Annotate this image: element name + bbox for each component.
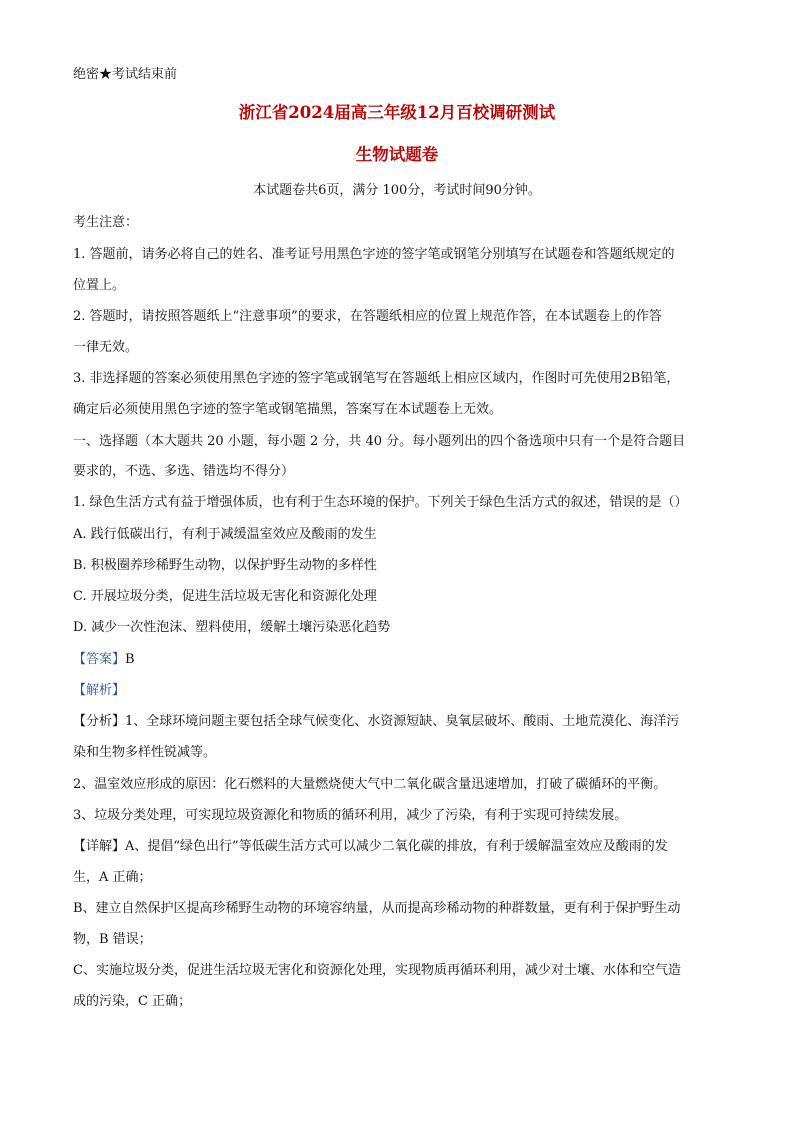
xiangjie-line: 生，A 正确； [73, 870, 152, 885]
answer-value: B [125, 652, 135, 667]
analysis-row [73, 682, 125, 700]
exam-info: 本试题卷共6页，满分 100分，考试时间90分钟。 [253, 183, 541, 198]
xiangjie-tag: 【详解】 [73, 839, 126, 854]
xiangjie-row [73, 838, 668, 856]
analysis-tag: 【解析】 [73, 683, 126, 698]
xiangjie-line: B、建立自然保护区提高珍稀野生动物的环境容纳量，从而提高珍稀动物的种群数量，更有利于保护野生动 [73, 901, 681, 916]
question-stem: 1. 绿色生活方式有益于增强体质，也有利于生态环境的保护。下列关于绿色生活方式的叙述，错误的是（） [73, 495, 688, 510]
notes-heading: 考生注意： [73, 215, 139, 230]
section-heading: 一、选择题（本大题共 20 小题，每小题 2 分，共 40 分。每小题列出的四个备选项中只有一个是符合题目 [73, 434, 686, 449]
note-line: 3. 非选择题的答案必须使用黑色字迹的签字笔或钢笔写在答题纸上相应区域内，作图时可先使用2B铅笔， [73, 371, 680, 386]
xiangjie-line: 成的污染，C 正确； [73, 994, 192, 1009]
option-b: B. 积极圈养珍稀野生动物，以保护野生动物的多样性 [73, 558, 377, 573]
confidential-label: 绝密★考试结束前 [73, 67, 178, 82]
option-a: A. 践行低碳出行，有利于减缓温室效应及酸雨的发生 [73, 527, 377, 542]
note-line: 1. 答题前，请务必将自己的姓名、准考证号用黑色字迹的签字笔或钢笔分别填写在试题卷和答题纸规定的 [73, 247, 675, 262]
fenxi-line: 2、温室效应形成的原因：化石燃料的大量燃烧使大气中二氧化碳含量迅速增加，打破了碳循环的平衡。 [73, 777, 667, 792]
answer-row [73, 651, 135, 669]
xiangjie-line: C、实施垃圾分类，促进生活垃圾无害化和资源化处理，实现物质再循环利用，减少对土壤、水体和空气造 [73, 963, 681, 978]
option-c: C. 开展垃圾分类，促进生活垃圾无害化和资源化处理 [73, 589, 377, 604]
xiangjie-text: A、提倡“绿色出行”等低碳生活方式可以减少二氧化碳的排放，有利于缓解温室效应及酸雨的发 [125, 839, 668, 854]
fenxi-text: 1、全球环境问题主要包括全球气候变化、水资源短缺、臭氧层破坏、酸雨、土地荒漠化、海洋污 [125, 714, 680, 729]
section-heading-cont: 要求的，不选、多选、错选均不得分） [73, 464, 295, 479]
answer-tag: 【答案】 [73, 652, 126, 667]
fenxi-row [73, 713, 679, 731]
fenxi-line: 染和生物多样性锐减等。 [73, 745, 217, 760]
note-line: 一律无效。 [73, 340, 139, 355]
xiangjie-line: 物，B 错误； [73, 932, 152, 947]
note-line: 位置上。 [73, 278, 126, 293]
option-d: D. 减少一次性泡沫、塑料使用，缓解土壤污染恶化趋势 [73, 620, 391, 635]
note-line: 确定后必须使用黑色字迹的签字笔或钢笔描黑，答案写在本试题卷上无效。 [73, 402, 503, 417]
exam-title: 浙江省2024届高三年级12月百校调研测试 [238, 103, 556, 122]
exam-subtitle: 生物试题卷 [355, 145, 439, 164]
note-line: 2. 答题时，请按照答题纸上“注意事项”的要求，在答题纸相应的位置上规范作答，在本试题卷上的作答 [73, 309, 662, 324]
fenxi-line: 3、垃圾分类处理，可实现垃圾资源化和物质的循环利用，减少了污染，有利于实现可持续发展。 [73, 808, 628, 823]
fenxi-tag: 【分析】 [73, 714, 126, 729]
